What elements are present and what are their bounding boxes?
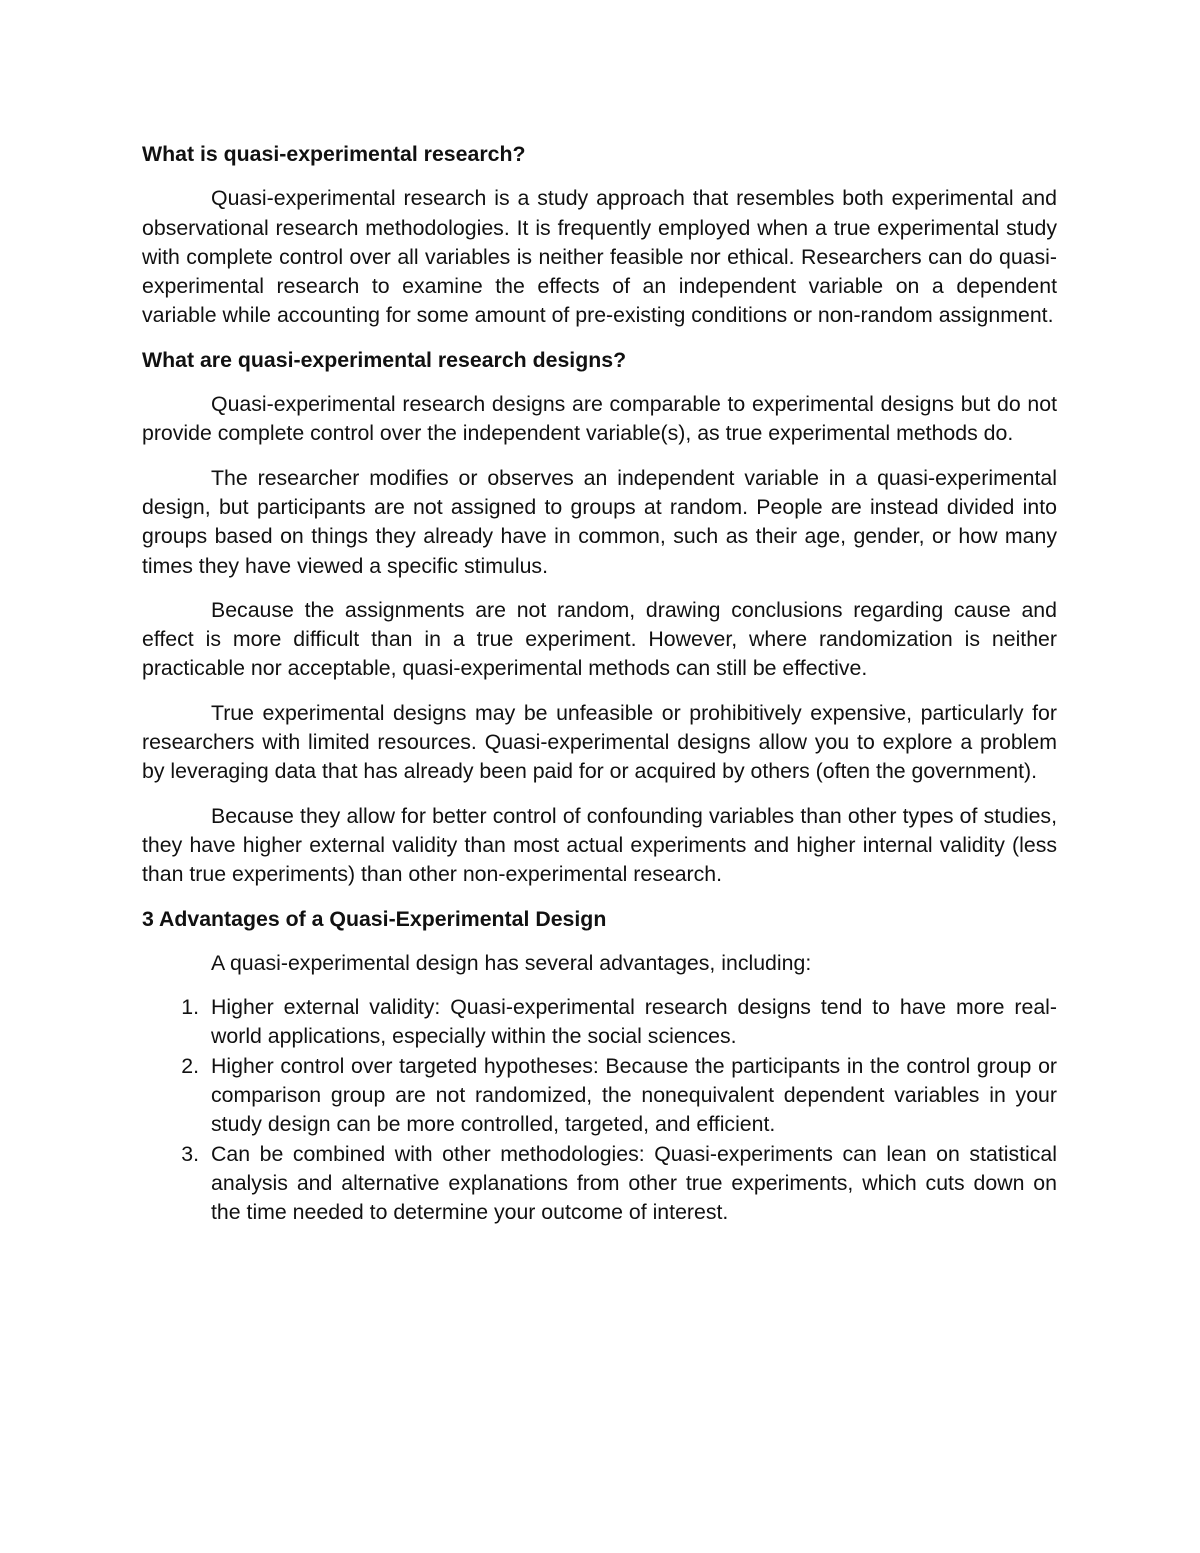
list-number: 3. (181, 1141, 199, 1166)
heading-advantages: 3 Advantages of a Quasi-Experimental Design (142, 906, 607, 931)
heading-quasi-experimental-designs: What are quasi-experimental research designs? (142, 347, 627, 372)
list-text: Higher external validity: Quasi-experimental research designs tend to have more real-world applications, especially within the social sciences. (211, 995, 1057, 1049)
list-number: 2. (181, 1053, 199, 1078)
paragraph-definition: Quasi-experimental research is a study approach that resembles both experimental and observational research methodologies. It is frequently employed when a true experimental study with complete control over all variables is neither feasible nor ethical. Researchers can do quasi-experimental research to examine the effects of an independent variable on a dependent variable while accounting for some amount of pre-existing conditions or non-random assignment. (142, 186, 1057, 328)
paragraph-true-designs-expensive: True experimental designs may be unfeasible or prohibitively expensive, particularly for researchers with limited resources. Quasi-experimental designs allow you to explore a problem by leveraging data that has already been paid for or acquired by others (often the government). (142, 700, 1057, 784)
list-item (142, 1052, 1057, 1140)
paragraph-assignments-not-random: Because the assignments are not random, drawing conclusions regarding cause and effect is more difficult than in a true experiment. However, where randomization is neither practicable nor acceptable, quasi-experimental methods can still be effective. (142, 597, 1057, 681)
list-text: Higher control over targeted hypotheses: Because the participants in the control group or comparison group are not randomized, the nonequivalent dependent variables in your study design can be more controlled, targeted, and efficient. (211, 1053, 1057, 1137)
paragraph-designs-comparable: Quasi-experimental research designs are comparable to experimental designs but do not provide complete control over the independent variable(s), as true experimental methods do. (142, 392, 1057, 446)
advantages-list (142, 993, 1057, 1227)
paragraph-advantages-intro: A quasi-experimental design has several advantages, including: (211, 950, 812, 975)
document-page (142, 140, 1057, 1228)
paragraph-validity: Because they allow for better control of confounding variables than other types of studies, they have higher external validity than most actual experiments and higher internal validity (less than true experiments) than other non-experimental research. (142, 803, 1057, 887)
list-item (142, 1140, 1057, 1228)
heading-what-is-quasi-experimental-research: What is quasi-experimental research? (142, 142, 526, 166)
list-item (142, 993, 1057, 1052)
list-number: 1. (181, 995, 199, 1020)
paragraph-researcher-modifies: The researcher modifies or observes an independent variable in a quasi-experimental design, but participants are not assigned to groups at random. People are instead divided into groups based on things they already have in common, such as their age, gender, or how many times they have viewed a specific stimulus. (142, 465, 1057, 578)
list-text: Can be combined with other methodologies: Quasi-experiments can lean on statistical analysis and alternative explanations from other true experiments, which cuts down on the time needed to determine your outcome of interest. (211, 1141, 1057, 1225)
